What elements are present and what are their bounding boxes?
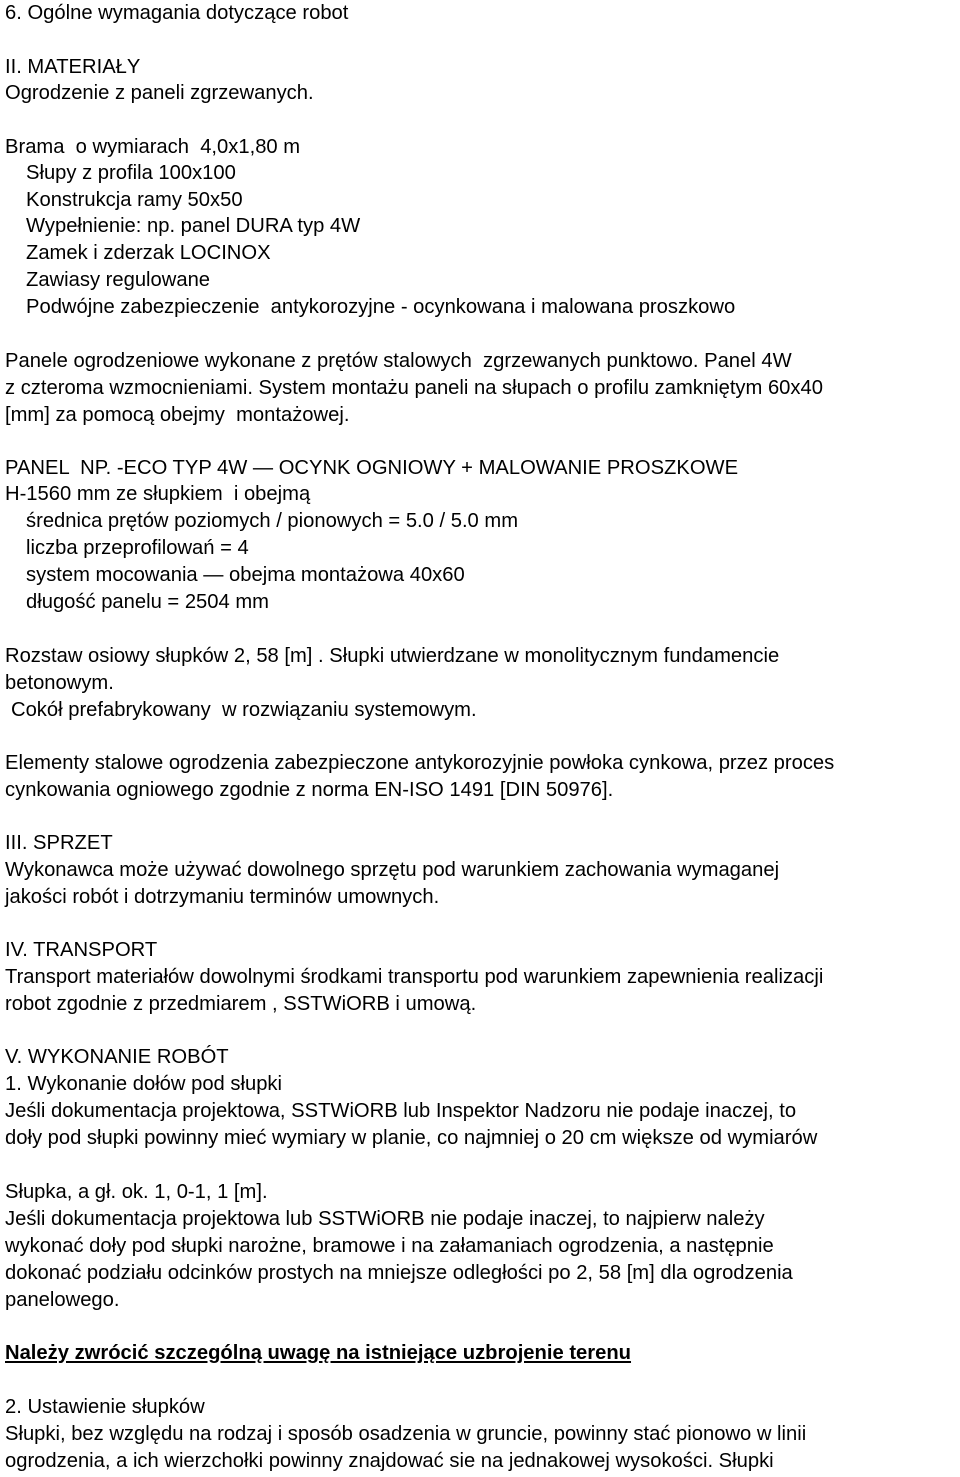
paragraph-line: jakości robót i dotrzymaniu terminów umownych.	[5, 886, 440, 908]
paragraph-line: ogrodzenia, a ich wierzchołki powinny znajdować sie na jednakowej wysokości. Słupki	[5, 1450, 774, 1472]
paragraph-line: z czteroma wzmocnieniami. System montażu paneli na słupach o profilu zamkniętym 60x40	[5, 377, 823, 399]
list-item: liczba przeprofilowań = 4	[26, 537, 249, 559]
paragraph-line: robot zgodnie z przedmiarem , SSTWiORB i umową.	[5, 993, 477, 1015]
list-item: Słupy z profila 100x100	[26, 162, 236, 184]
list-item: długość panelu = 2504 mm	[26, 591, 269, 613]
paragraph-line: Transport materiałów dowolnymi środkami transportu pod warunkiem zapewnienia realizacji	[5, 966, 824, 988]
list-item: Podwójne zabezpieczenie antykorozyjne - ocynkowana i malowana proszkowo	[26, 296, 736, 318]
paragraph-line: H-1560 mm ze słupkiem i obejmą	[5, 483, 311, 505]
paragraph-line: Rozstaw osiowy słupków 2, 58 [m] . Słupki utwierdzane w monolitycznym fundamencie	[5, 645, 780, 667]
paragraph-line: Brama o wymiarach 4,0x1,80 m	[5, 136, 301, 158]
list-item: Zamek i zderzak LOCINOX	[26, 242, 271, 264]
paragraph-line: Słupka, a gł. ok. 1, 0-1, 1 [m].	[5, 1181, 268, 1203]
list-item: Konstrukcja ramy 50x50	[26, 189, 243, 211]
subsection-heading: IV. TRANSPORT	[5, 939, 158, 961]
paragraph-line: [mm] za pomocą obejmy montażowej.	[5, 404, 350, 426]
paragraph-line: PANEL NP. -ECO TYP 4W — OCYNK OGNIOWY + MALOWANIE PROSZKOWE	[5, 457, 739, 479]
paragraph-line: wykonać doły pod słupki narożne, bramowe i na załamaniach ogrodzenia, a następnie	[5, 1235, 774, 1257]
section-heading: 6. Ogólne wymagania dotyczące robot	[5, 2, 349, 24]
paragraph-line: doły pod słupki powinny mieć wymiary w planie, co najmniej o 20 cm większe od wymiarów	[5, 1127, 818, 1149]
subsection-heading: 1. Wykonanie dołów pod słupki	[5, 1073, 282, 1095]
paragraph-line: Jeśli dokumentacja projektowa lub SSTWiORB nie podaje inaczej, to najpierw należy	[5, 1208, 765, 1230]
paragraph-line: Jeśli dokumentacja projektowa, SSTWiORB lub Inspektor Nadzoru nie podaje inaczej, to	[5, 1100, 797, 1122]
paragraph-line: panelowego.	[5, 1289, 120, 1311]
subsection-heading: III. SPRZET	[5, 832, 113, 854]
subsection-heading: V. WYKONANIE ROBÓT	[5, 1046, 229, 1068]
warning-note: Należy zwrócić szczególną uwagę na istniejące uzbrojenie terenu	[5, 1342, 632, 1364]
list-item: średnica prętów poziomych / pionowych = 5.0 / 5.0 mm	[26, 510, 519, 532]
paragraph-line: Cokół prefabrykowany w rozwiązaniu systemowym.	[11, 699, 477, 721]
list-item: Wypełnienie: np. panel DURA typ 4W	[26, 215, 361, 237]
paragraph-line: Elementy stalowe ogrodzenia zabezpieczone antykorozyjnie powłoka cynkowa, przez proces	[5, 752, 835, 774]
subsection-heading: II. MATERIAŁY	[5, 56, 141, 78]
list-item: Zawiasy regulowane	[26, 269, 211, 291]
paragraph-line: Słupki, bez względu na rodzaj i sposób osadzenia w gruncie, powinny stać pionowo w linii	[5, 1423, 807, 1445]
paragraph-line: betonowym.	[5, 672, 114, 694]
list-item: system mocowania — obejma montażowa 40x60	[26, 564, 465, 586]
paragraph-line: Wykonawca może używać dowolnego sprzętu pod warunkiem zachowania wymaganej	[5, 859, 780, 881]
paragraph-line: dokonać podziału odcinków prostych na mniejsze odległości po 2, 58 [m] dla ogrodzenia	[5, 1262, 793, 1284]
paragraph-line: Ogrodzenie z paneli zgrzewanych.	[5, 82, 314, 104]
paragraph-line: cynkowania ogniowego zgodnie z norma EN-ISO 1491 [DIN 50976].	[5, 779, 614, 801]
subsection-heading: 2. Ustawienie słupków	[5, 1396, 205, 1418]
paragraph-line: Panele ogrodzeniowe wykonane z prętów stalowych zgrzewanych punktowo. Panel 4W	[5, 350, 792, 372]
